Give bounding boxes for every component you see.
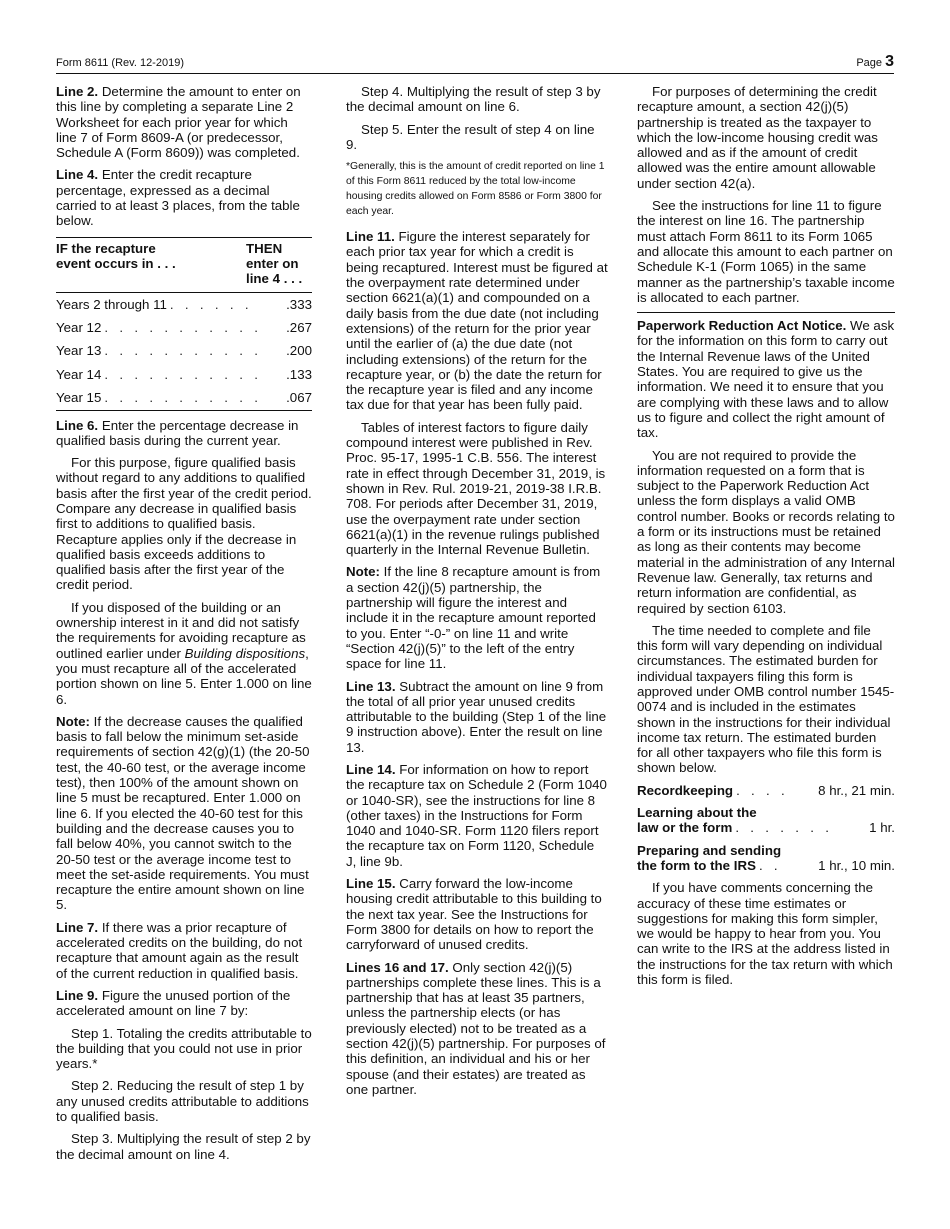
line7-paragraph xyxy=(56,920,312,981)
estimate-label: law or the form xyxy=(637,820,733,836)
note-paragraph xyxy=(56,714,312,913)
step-1: Step 1. Totaling the credits attributable to the building that you could not use in prior years.* xyxy=(56,1025,312,1072)
line6-paragraph-2: For this purpose, figure qualified basis without regard to any additions to qualified basis after the first year of the credit period. Compare any decrease in qualified basis first to additions to qualified basis. Recapture applies only if the decrease in qualified basis exceeds additions to qualified basis after the first year of the credit period. xyxy=(56,455,312,593)
row-label: Year 13 xyxy=(56,343,102,359)
line11-paragraph xyxy=(346,229,608,413)
note-text: If the decrease causes the qualified basis to fall below the minimum set-aside requirements of section 42(g)(1) (the 20-50 test, the 40-60 test, or the average income test), then 100% of the amount shown on line 5 must be recaptured. Enter 1.000 on line 6. If you elected the 40-60 test for this building and the decrease causes you to fall below 40%, you cannot switch to the 20-50 test or the average income test to meet the set-aside requirements. You must recapture the entire amount shown on line 5. xyxy=(56,713,310,913)
row-leader-dots: . . . . . . xyxy=(169,296,253,312)
paperwork-reduction-paragraph xyxy=(637,318,895,440)
estimate-time: 1 hr. xyxy=(869,820,895,836)
partnership-paragraph-1: For purposes of determining the credit recapture amount, a section 42(j)(5) partnership is treated as the taxpayer to which the low-income housing credit was allowed and as if the amount of credit allowed was the entire amount allowable under section 42(a). xyxy=(637,84,878,191)
line2-paragraph xyxy=(56,84,312,160)
line9-paragraph xyxy=(56,988,312,1019)
line6-text: Enter the percentage decrease in qualified basis during the current year. xyxy=(56,417,299,448)
estimate-time: 8 hr., 21 min. xyxy=(818,782,895,798)
note-label: Note: xyxy=(346,564,380,580)
burden-paragraph: The time needed to complete and file this form will vary depending on individual circumstances. The estimated burden for individual taxpayers filing this form is approved under OMB control number 1545-0074 and is included in the estimates shown in the instructions for their individual income tax return. The estimated burden for all other taxpayers who file this form is shown below. xyxy=(637,622,895,776)
estimate-leader-dots: . . . . . . . xyxy=(735,820,833,836)
line11-label: Line 11. xyxy=(346,229,395,245)
line14-text: For information on how to report the recapture tax on Schedule 2 (Form 1040 or 1040-SR), see the instructions for line 8 (other taxes) in the Instructions for Form 1040 and 1040-SR. Form 1120 filers report the recapture tax on Form 1120, Schedule J, line 9b. xyxy=(346,761,607,869)
estimate-recordkeeping xyxy=(637,783,895,798)
step-5: Step 5. Enter the result of step 4 on line 9. xyxy=(346,121,595,152)
row-value: .067 xyxy=(286,390,312,406)
table-row xyxy=(56,339,312,362)
line7-text: If there was a prior recapture of accelerated credits on the building, do not recapture that amount again as the result of the current reduction in qualified basis. xyxy=(56,919,303,981)
line6-label: Line 6. xyxy=(56,417,99,433)
table-row xyxy=(56,363,312,386)
estimate-preparing xyxy=(637,843,895,874)
line7-label: Line 7. xyxy=(56,919,99,935)
line13-text: Subtract the amount on line 9 from the total of all prior year unused credits attributable to the building (Step 1 of the line 9 instruction above). Enter the result on line 13. xyxy=(346,678,607,755)
line4-paragraph xyxy=(56,167,312,228)
line15-paragraph xyxy=(346,876,608,952)
estimate-leader-dots: . . xyxy=(758,857,782,873)
estimate-time: 1 hr., 10 min. xyxy=(818,857,895,873)
form-id: Form 8611 (Rev. 12-2019) xyxy=(56,57,184,69)
line9-label: Line 9. xyxy=(56,987,99,1003)
line6-p3-text-b: , you must recapture all of the accelerated portion shown on line 5. Enter 1.000 on line 6. xyxy=(56,645,312,707)
table-row xyxy=(56,293,312,316)
paperwork-reduction-text: We ask for the information on this form to carry out the Internal Revenue laws of the United States. You are required to give us the information. We need it to ensure that you are complying with these laws and to allow us to figure and collect the right amount of tax. xyxy=(637,318,895,441)
lines16-17-label: Lines 16 and 17. xyxy=(346,959,449,975)
line2-label: Line 2. xyxy=(56,84,99,99)
row-label: Years 2 through 11 xyxy=(56,296,167,312)
line11-paragraph-2: Tables of interest factors to figure daily compound interest were published in Rev. Proc. 95-17, 1995-1 C.B. 556. The interest rate in effect through December 31, 2019, is shown in Rev. Rul. 2019-21, 2019-38 I.R.B. 708. For periods after December 31, 2019, use the overpayment rate under section 6621(a)(1) in the revenue rulings published quarterly in the Internal Revenue Bulletin. xyxy=(346,419,606,558)
paperwork-reduction-label: Paperwork Reduction Act Notice. xyxy=(637,318,847,334)
line2-text: Determine the amount to enter on this line by completing a separate Line 2 Worksheet for each prior year for which line 7 of Form 8609-A (or predecessor, Schedule A (Form 8609)) was completed. xyxy=(56,84,301,161)
step-2: Step 2. Reducing the result of step 1 by any unused credits attributable to additions to qualified basis. xyxy=(56,1078,309,1124)
estimate-learning xyxy=(637,805,895,836)
note-text: If the line 8 recapture amount is from a section 42(j)(5) partnership, the partnership will figure the interest and include it in the recapture amount reported to you. Enter “-0-” on line 11 and write “Section 42(j)(5)” to the left of the entry space for line 11. xyxy=(346,564,601,672)
estimate-leader-dots: . . . . xyxy=(736,782,789,798)
table-row xyxy=(56,386,312,409)
column-3 xyxy=(637,84,895,994)
table-row xyxy=(56,316,312,339)
comments-paragraph: If you have comments concerning the accuracy of these time estimates or suggestions for making this form simpler, we would be happy to hear from you. You can write to the IRS at the address listed in the instructions for the tax return with which this form is filed. xyxy=(637,880,893,988)
step-4: Step 4. Multiplying the result of step 3 by the decimal amount on line 6. xyxy=(346,84,601,115)
line14-label: Line 14. xyxy=(346,761,396,777)
estimate-label: the form to the IRS xyxy=(637,857,756,873)
line13-label: Line 13. xyxy=(346,678,396,694)
line11-text: Figure the interest separately for each prior tax year for which a credit is being recaptured. Interest must be figured at the overpayment rate determined under section 6621(a)(1) and compounded on a daily basis from the due date (not including extensions) of the return for the prior year until the earlier of (a) the due date (not including extensions) of the return for the recapture year, or (b) the date the return for the recapture year is filed and any income tax due for that year has been fully paid. xyxy=(346,229,608,413)
table-head-right: THEN enter on line 4 . . . xyxy=(246,240,303,287)
lines16-17-paragraph xyxy=(346,960,608,1098)
estimate-label: Learning about the xyxy=(637,805,757,821)
line15-label: Line 15. xyxy=(346,876,396,892)
line4-label: Line 4. xyxy=(56,167,99,183)
row-leader-dots: . . . . . . . . . . . xyxy=(104,343,262,359)
row-value: .133 xyxy=(286,366,312,382)
row-label: Year 12 xyxy=(56,319,102,335)
row-value: .267 xyxy=(286,319,312,335)
estimate-label: Preparing and sending xyxy=(637,842,782,858)
row-label: Year 15 xyxy=(56,390,102,406)
line13-paragraph xyxy=(346,679,608,755)
page-number-value: 3 xyxy=(885,53,894,70)
header-rule xyxy=(56,73,894,74)
column-1 xyxy=(56,84,312,1169)
row-leader-dots: . . . . . . . . . . . xyxy=(104,390,262,406)
row-leader-dots: . . . . . . . . . . . xyxy=(104,366,262,382)
row-leader-dots: . . . . . . . . . . . xyxy=(104,319,262,335)
line14-paragraph xyxy=(346,762,608,869)
building-dispositions-ref: Building dispositions xyxy=(184,645,306,661)
column-2 xyxy=(346,84,608,1104)
recapture-table-header xyxy=(56,238,312,293)
line15-text: Carry forward the low-income housing credit attributable to this building to the next tax year. See the Instructions for Form 3800 for details on how to report the carryforward of unused credits. xyxy=(346,876,602,953)
note-paragraph xyxy=(346,564,608,671)
page-number xyxy=(856,53,894,71)
row-value: .200 xyxy=(286,343,312,359)
line4-text: Enter the credit recapture percentage, expressed as a decimal carried to at least 3 places, from the table below. xyxy=(56,167,300,229)
note-label: Note: xyxy=(56,713,90,729)
line6-paragraph xyxy=(56,418,312,449)
row-label: Year 14 xyxy=(56,366,102,382)
page-label: Page xyxy=(856,57,883,69)
lines16-17-text: Only section 42(j)(5) partnerships complete these lines. This is a partnership that has at least 35 partners, unless the partnership elects (or has previously elected) not to be treated as a section 42(j)(5) partnership. For purposes of this definition, an individual and his or her spouse (and their estates) are treated as one partner. xyxy=(346,959,606,1097)
footnote: *Generally, this is the amount of credit reported on line 1 of this Form 8611 reduced by the total low-income housing credits allowed on Form 8586 or Form 3800 for each year. xyxy=(346,161,605,218)
row-value: .333 xyxy=(286,296,312,312)
line9-text: Figure the unused portion of the accelerated amount on line 7 by: xyxy=(56,987,291,1019)
omb-paragraph: You are not required to provide the information requested on a form that is subject to the Paperwork Reduction Act unless the form displays a valid OMB control number. Books or records relating to a form or its instructions must be retained as long as their contents may become material in the administration of any Internal Revenue law. Generally, tax returns and return information are confidential, as required by section 6103. xyxy=(637,447,895,616)
line6-p3-text-a: If you disposed of the building or an ownership interest in it and did not satisfy the requirements for avoiding recapture as outlined earlier under xyxy=(56,599,306,661)
line6-paragraph-3 xyxy=(56,600,312,707)
partnership-paragraph-2: See the instructions for line 11 to figure the interest on line 16. The partnership must attach Form 8611 to its Form 1065 and allocate this amount to each partner on Schedule K-1 (Form 1065) in the same manner as the partnership’s taxable income is allocated to each partner. xyxy=(637,198,895,305)
recapture-table xyxy=(56,237,312,411)
section-divider xyxy=(637,312,895,313)
step-3: Step 3. Multiplying the result of step 2 by the decimal amount on line 4. xyxy=(56,1131,311,1162)
estimate-label: Recordkeeping xyxy=(637,782,734,798)
table-head-left: IF the recapture event occurs in . . . xyxy=(56,240,176,271)
